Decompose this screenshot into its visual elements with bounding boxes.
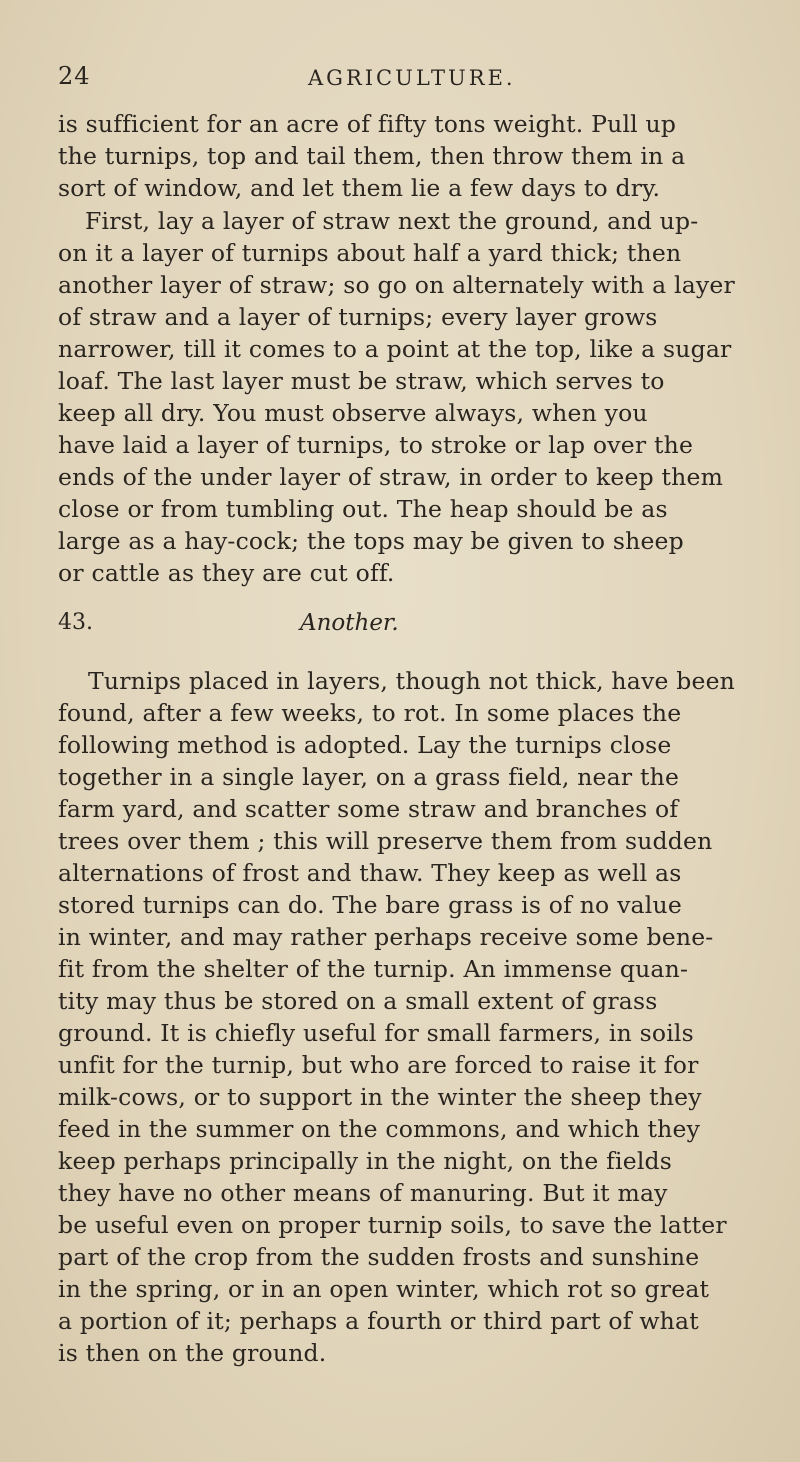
text-line: ground. It is chiefly useful for small farmers, in soils [58, 1019, 694, 1047]
text-line: feed in the summer on the commons, and which they [58, 1115, 701, 1143]
text-line: First, lay a layer of straw next the ground, and up- [85, 207, 699, 235]
text-line: they have no other means of manuring. But it may [58, 1179, 668, 1207]
text-line: in winter, and may rather perhaps receive some bene- [58, 923, 714, 951]
text-line: following method is adopted. Lay the turnips close [58, 731, 672, 759]
text-line: is sufficient for an acre of fifty tons weight. Pull up [58, 110, 677, 138]
text-line: is then on the ground. [58, 1339, 327, 1367]
text-line: another layer of straw; so go on alternately with a layer [58, 271, 735, 299]
text-line: keep perhaps principally in the night, on the fields [58, 1147, 673, 1175]
text-line: trees over them ; this will preserve them from sudden [58, 827, 713, 855]
text-line: sort of window, and let them lie a few days to dry. [58, 174, 661, 202]
text-line: a portion of it; perhaps a fourth or third part of what [58, 1307, 699, 1335]
section-number: 43. [58, 610, 93, 635]
text-line: together in a single layer, on a grass field, near the [58, 763, 680, 791]
text-line: the turnips, top and tail them, then throw them in a [58, 142, 686, 170]
section-heading [0, 610, 800, 650]
text-line: stored turnips can do. The bare grass is of no value [58, 891, 682, 919]
text-line: fit from the shelter of the turnip. An immense quan- [58, 955, 689, 983]
page-header [58, 62, 748, 102]
text-line: or cattle as they are cut off. [58, 559, 395, 587]
text-line: milk-cows, or to support in the winter the sheep they [58, 1083, 702, 1111]
text-line: alternations of frost and thaw. They keep as well as [58, 859, 682, 887]
text-line: on it a layer of turnips about half a yard thick; then [58, 239, 682, 267]
text-line: unfit for the turnip, but who are forced to raise it for [58, 1051, 699, 1079]
text-line: tity may thus be stored on a small extent of grass [58, 987, 658, 1015]
text-line: be useful even on proper turnip soils, to save the latter [58, 1211, 727, 1239]
text-line: close or from tumbling out. The heap should be as [58, 495, 668, 523]
text-line: found, after a few weeks, to rot. In some places the [58, 699, 682, 727]
text-line: in the spring, or in an open winter, which rot so great [58, 1275, 710, 1303]
section-title: Another. [300, 610, 399, 636]
text-line: ends of the under layer of straw, in order to keep them [58, 463, 724, 491]
text-line: large as a hay-cock; the tops may be given to sheep [58, 527, 684, 555]
text-line: of straw and a layer of turnips; every layer grows [58, 303, 658, 331]
text-line: farm yard, and scatter some straw and branches of [58, 795, 679, 823]
text-line: keep all dry. You must observe always, when you [58, 399, 648, 427]
page-number: 24 [58, 62, 91, 90]
text-line: have laid a layer of turnips, to stroke or lap over the [58, 431, 694, 459]
text-line: loaf. The last layer must be straw, which serves to [58, 367, 665, 395]
text-line: Turnips placed in layers, though not thick, have been [88, 667, 736, 695]
text-line: narrower, till it comes to a point at the top, like a sugar [58, 335, 732, 363]
text-line: part of the crop from the sudden frosts and sunshine [58, 1243, 700, 1271]
running-head: AGRICULTURE. [308, 66, 516, 90]
